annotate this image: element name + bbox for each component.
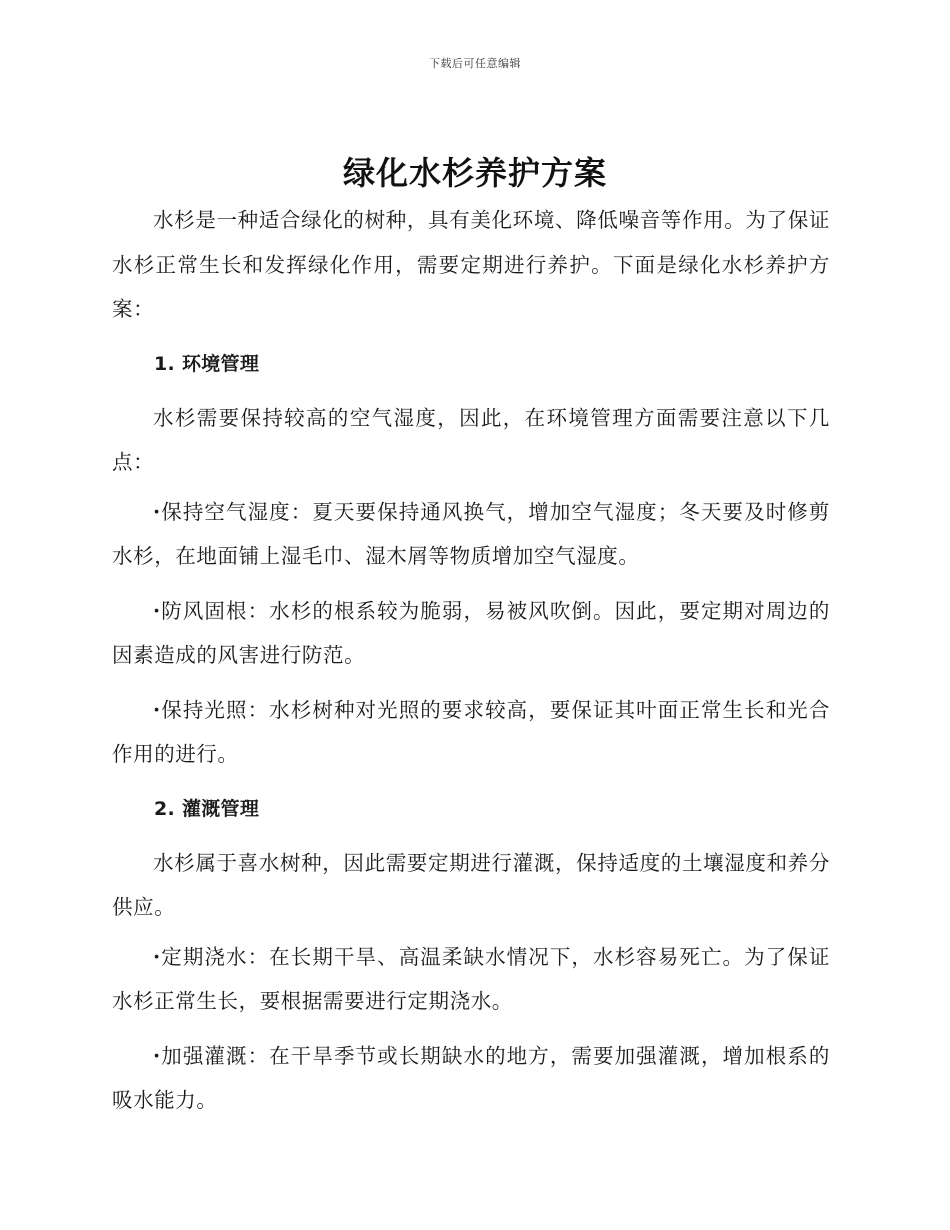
page-header-note: 下载后可任意编辑: [429, 57, 521, 70]
bullet-dot-icon: ·: [153, 1043, 161, 1068]
section-intro-irrigation: 水杉属于喜水树种，因此需要定期进行灌溉，保持适度的土壤湿度和养分供应。: [112, 850, 830, 919]
section-heading-irrigation: 2. 灌溉管理: [154, 797, 260, 820]
bullet-item: [112, 688, 830, 777]
bullet-text: 保持光照：水杉树种对光照的要求较高，要保证其叶面正常生长和光合作用的进行。: [112, 697, 830, 766]
bullet-dot-icon: ·: [153, 598, 161, 623]
bullet-text: 定期浇水：在长期干旱、高温柔缺水情况下，水杉容易死亡。为了保证水杉正常生长，要根据需要进行定期浇水。: [112, 944, 830, 1013]
bullet-item: [112, 589, 830, 678]
bullet-text: 防风固根：水杉的根系较为脆弱，易被风吹倒。因此，要定期对周边的因素造成的风害进行防范。: [112, 598, 830, 667]
intro-paragraph: 水杉是一种适合绿化的树种，具有美化环境、降低噪音等作用。为了保证水杉正常生长和发挥绿化作用，需要定期进行养护。下面是绿化水杉养护方案：: [112, 208, 830, 321]
section-heading-environment: 1. 环境管理: [154, 352, 260, 375]
bullet-dot-icon: ·: [153, 697, 161, 722]
bullet-dot-icon: ·: [153, 944, 161, 969]
bullet-item: [112, 1034, 830, 1123]
document-title: 绿化水杉养护方案: [342, 154, 607, 192]
bullet-item: [112, 490, 830, 579]
bullet-text: 加强灌溉：在干旱季节或长期缺水的地方，需要加强灌溉，增加根系的吸水能力。: [112, 1043, 830, 1112]
document-body: [112, 198, 830, 1133]
section-intro-environment: 水杉需要保持较高的空气湿度，因此，在环境管理方面需要注意以下几点：: [112, 405, 830, 474]
bullet-text: 保持空气湿度：夏天要保持通风换气，增加空气湿度；冬天要及时修剪水杉，在地面铺上湿毛巾、湿木屑等物质增加空气湿度。: [112, 499, 830, 568]
bullet-dot-icon: ·: [153, 499, 161, 524]
bullet-item: [112, 935, 830, 1024]
